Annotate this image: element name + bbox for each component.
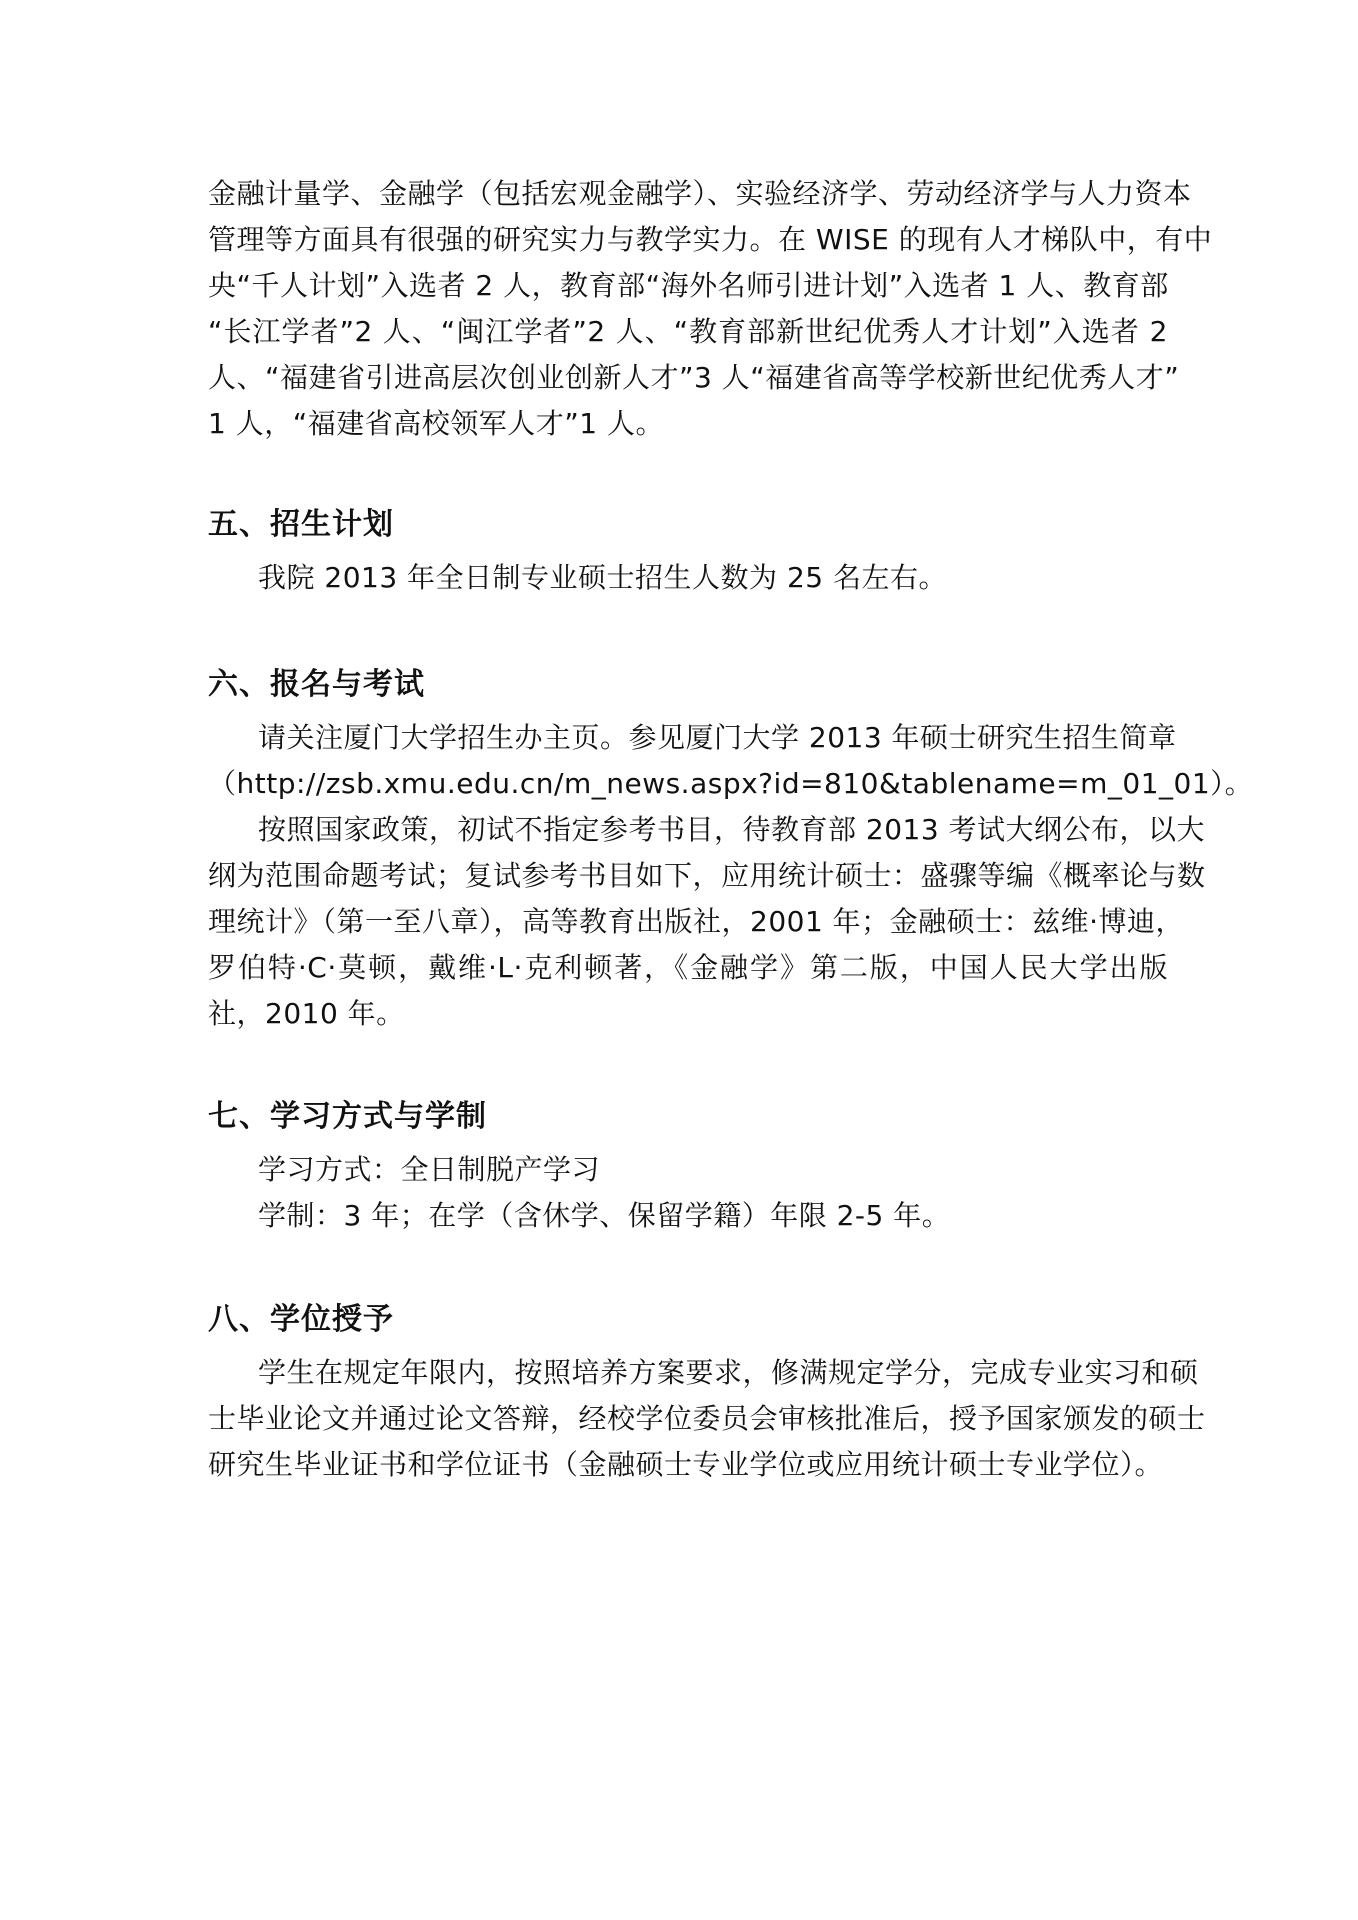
intro-line-5: 人、“福建省引进高层次创业创新人才”3 人“福建省高等学校新世纪优秀人才” (208, 361, 1180, 394)
intro-line-6: 1 人，“福建省高校领军人才”1 人。 (208, 407, 664, 440)
section-heading-enrollment-plan: 五、招生计划 (208, 507, 394, 542)
intro-line-2: 管理等方面具有很强的研究实力与教学实力。在 WISE 的现有人才梯队中，有中 (208, 223, 1213, 256)
section6-para2-line-2: 纲为范围命题考试；复试参考书目如下，应用统计硕士：盛骤等编《概率论与数 (208, 859, 1206, 892)
intro-line-3: 央“千人计划”入选者 2 人，教育部“海外名师引进计划”入选者 1 人、教育部 (208, 269, 1169, 302)
section6-para2-line-5: 社，2010 年。 (208, 997, 405, 1030)
section8-line-1: 学生在规定年限内，按照培养方案要求，修满规定学分，完成专业实习和硕 (258, 1356, 1199, 1389)
section-heading-study-mode: 七、学习方式与学制 (208, 1099, 487, 1134)
section6-para2-line-4: 罗伯特·C·莫顿，戴维·L·克利顿著，《金融学》第二版，中国人民大学出版 (208, 951, 1168, 984)
section5-line-1: 我院 2013 年全日制专业硕士招生人数为 25 名左右。 (258, 561, 947, 594)
section7-line-2: 学制：3 年；在学（含休学、保留学籍）年限 2-5 年。 (258, 1199, 951, 1232)
section8-line-2: 士毕业论文并通过论文答辩，经校学位委员会审核批准后，授予国家颁发的硕士 (208, 1402, 1206, 1435)
intro-line-4: “长江学者”2 人、“闽江学者”2 人、“教育部新世纪优秀人才计划”入选者 2 (208, 315, 1168, 348)
section6-para2-line-1: 按照国家政策，初试不指定参考书目，待教育部 2013 考试大纲公布，以大 (258, 813, 1206, 846)
section6-para1-line-1: 请关注厦门大学招生办主页。参见厦门大学 2013 年硕士研究生招生简章 (258, 721, 1177, 754)
section8-line-3: 研究生毕业证书和学位证书（金融硕士专业学位或应用统计硕士专业学位）。 (208, 1448, 1164, 1481)
admissions-url-link-line: （http://zsb.xmu.edu.cn/m_news.aspx?id=810&tablename=m_01_01）。 (208, 767, 1254, 800)
section7-line-1: 学习方式：全日制脱产学习 (258, 1153, 601, 1186)
section6-para2-line-3: 理统计》（第一至八章），高等教育出版社，2001 年；金融硕士：兹维·博迪， (208, 905, 1185, 938)
intro-line-1: 金融计量学、金融学（包括宏观金融学）、实验经济学、劳动经济学与人力资本 (208, 177, 1192, 210)
section-heading-degree-award: 八、学位授予 (208, 1302, 394, 1337)
section-heading-registration-exam: 六、报名与考试 (208, 667, 425, 702)
